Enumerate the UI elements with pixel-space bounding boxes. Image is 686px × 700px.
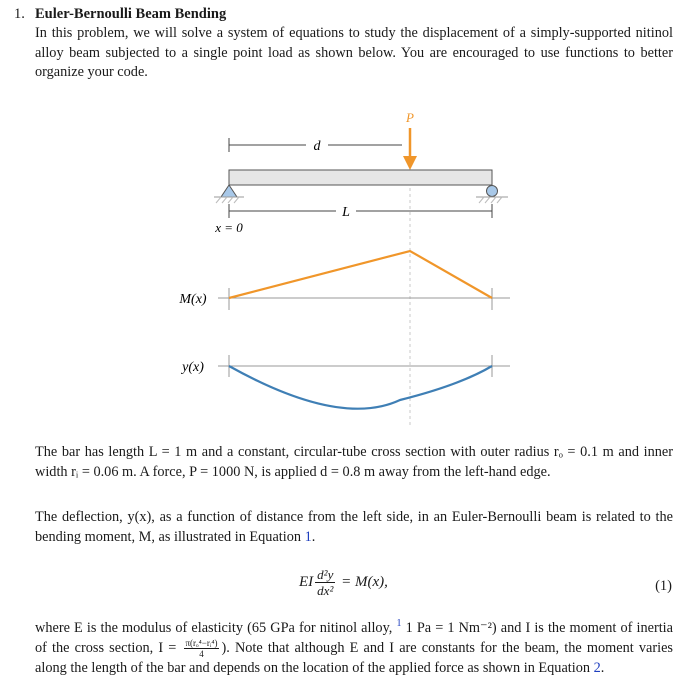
right-roller-support — [487, 186, 498, 197]
left-pin-support — [221, 185, 237, 197]
moment-curve — [229, 251, 492, 298]
modulus-paragraph: where E is the modulus of elasticity (65 GPa for nitinol alloy, $^1$ 1 Pa = 1 Nm⁻²) and I is the moment of inertia of the cross section, I = $\frac{\text{π(rₒ⁴−rᵢ⁴)}}{4}$ ). Note that although E and I are constants for the beam, the moment varies along the length of the bar and depends on the location of the applied force as shown in Equation 2. — [35, 618, 673, 677]
d-label: d — [313, 139, 321, 154]
beam — [229, 170, 492, 185]
moment-label: M(x) — [179, 292, 207, 307]
footnote-1-link[interactable]: 1 — [396, 618, 402, 629]
right-ground-hatch — [479, 197, 502, 203]
left-ground-hatch — [216, 197, 239, 203]
intro-paragraph: In this problem, we will solve a system of equations to study the displacement of a simply-supported nitinol alloy beam subjected to a single point load as shown below. You are encouraged to use functions to better organize your code. — [35, 25, 673, 80]
derivative-fraction: $\frac{\text{d²y}}{\text{dx²}}$ — [317, 567, 334, 598]
load-label: P — [406, 110, 414, 125]
load-arrow-head — [403, 156, 417, 170]
equation-2-link[interactable]: 2 — [593, 660, 601, 677]
deflection-label: y(x) — [182, 360, 204, 375]
deflection-curve — [229, 366, 492, 409]
problem-number: 1. — [14, 6, 25, 22]
inertia-fraction: $\frac{\text{π(rₒ⁴−rᵢ⁴)}}{4}$ — [185, 638, 218, 660]
equation-1-link[interactable]: 1 — [304, 528, 312, 545]
deflection-paragraph: The deflection, y(x), as a function of distance from the left side, in an Euler-Bernoulli beam is related to the bending moment, M, as illustrated in Equation 1. — [35, 509, 673, 545]
equation-1: EI $\frac{\text{d²y}}{\text{dx²}}$ = M(x), — [299, 567, 388, 598]
equation-1-number: (1) — [655, 578, 672, 594]
bar-properties-paragraph: The bar has length L = 1 m and a constant, circular-tube cross section with outer radius rₒ = 0.1 m and inner width rᵢ = 0.06 m. A force, P = 1000 N, is applied d = 0.8 m away from the left-hand edge. — [35, 444, 673, 480]
L-label: L — [342, 205, 350, 220]
x0-label: x = 0 — [215, 220, 243, 235]
problem-title: Euler-Bernoulli Beam Bending — [35, 6, 227, 22]
